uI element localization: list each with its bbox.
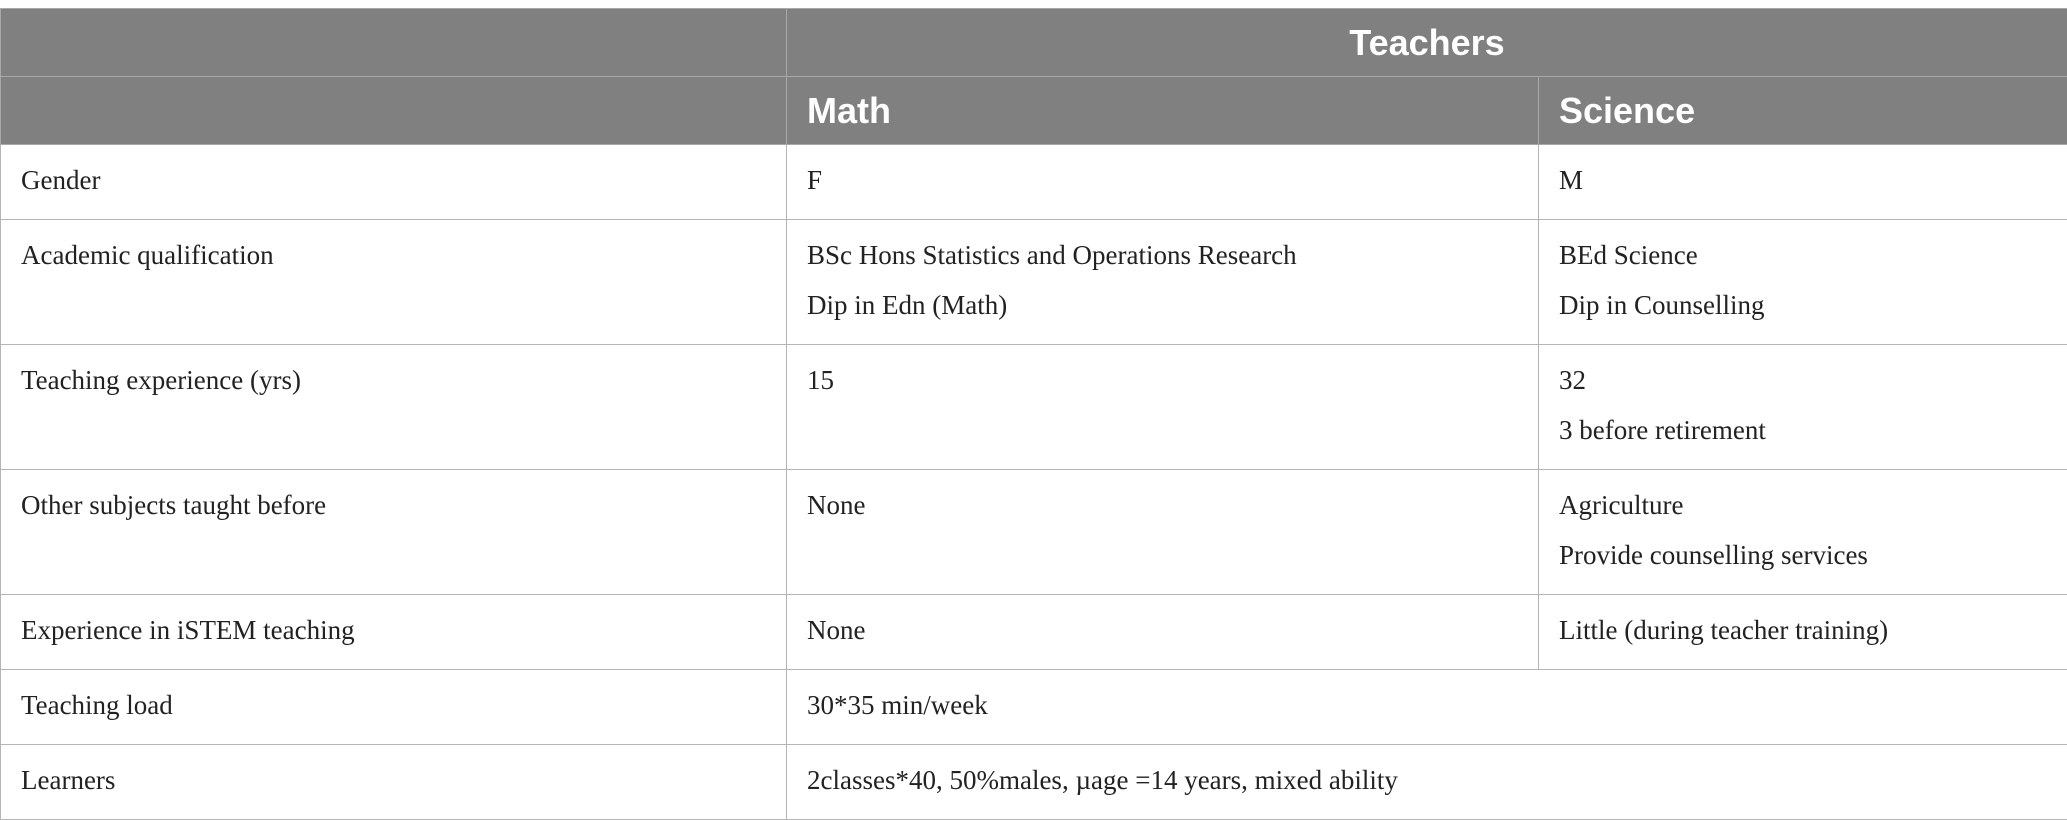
header-science: Science (1539, 77, 2067, 145)
shared-cell: 30*35 min/week (787, 670, 2067, 745)
science-cell (1539, 470, 2067, 595)
row-label: Learners (1, 745, 787, 820)
cell-line: BSc Hons Statistics and Operations Research (807, 230, 1518, 280)
table-row-gender (1, 145, 2067, 220)
shared-cell: 2classes*40, 50%males, µage =14 years, mixed ability (787, 745, 2067, 820)
science-cell (1539, 145, 2067, 220)
cell-line: None (807, 480, 1518, 530)
table-row-teaching-experience (1, 345, 2067, 470)
row-label: Teaching load (1, 670, 787, 745)
header-teachers: Teachers (787, 9, 2067, 77)
cell-line: Provide counselling services (1559, 530, 2047, 580)
table-row-academic-qualification (1, 220, 2067, 345)
math-cell (787, 345, 1539, 470)
math-cell (787, 145, 1539, 220)
cell-line: 3 before retirement (1559, 405, 2047, 455)
cell-line: M (1559, 155, 2047, 205)
math-cell (787, 595, 1539, 670)
science-cell (1539, 220, 2067, 345)
table-row-istem-experience (1, 595, 2067, 670)
table-row-teaching-load (1, 670, 2067, 745)
row-label: Experience in iSTEM teaching (1, 595, 787, 670)
science-cell (1539, 595, 2067, 670)
cell-line: Agriculture (1559, 480, 2047, 530)
cell-line: Dip in Edn (Math) (807, 280, 1518, 330)
cell-line: Dip in Counselling (1559, 280, 2047, 330)
header-group-row (1, 9, 2067, 77)
cell-line: Little (during teacher training) (1559, 605, 2047, 655)
science-cell (1539, 345, 2067, 470)
teacher-profile-table-container (0, 8, 2067, 820)
cell-line: 15 (807, 355, 1518, 405)
header-empty-subcorner (1, 77, 787, 145)
header-math: Math (787, 77, 1539, 145)
row-label: Other subjects taught before (1, 470, 787, 595)
row-label: Teaching experience (yrs) (1, 345, 787, 470)
table-row-other-subjects (1, 470, 2067, 595)
cell-line: None (807, 605, 1518, 655)
cell-line: F (807, 155, 1518, 205)
header-empty-corner (1, 9, 787, 77)
table-row-learners (1, 745, 2067, 820)
row-label: Academic qualification (1, 220, 787, 345)
cell-line: 32 (1559, 355, 2047, 405)
header-subject-row (1, 77, 2067, 145)
math-cell (787, 220, 1539, 345)
row-label: Gender (1, 145, 787, 220)
cell-line: BEd Science (1559, 230, 2047, 280)
teacher-profile-table (0, 8, 2067, 820)
math-cell (787, 470, 1539, 595)
